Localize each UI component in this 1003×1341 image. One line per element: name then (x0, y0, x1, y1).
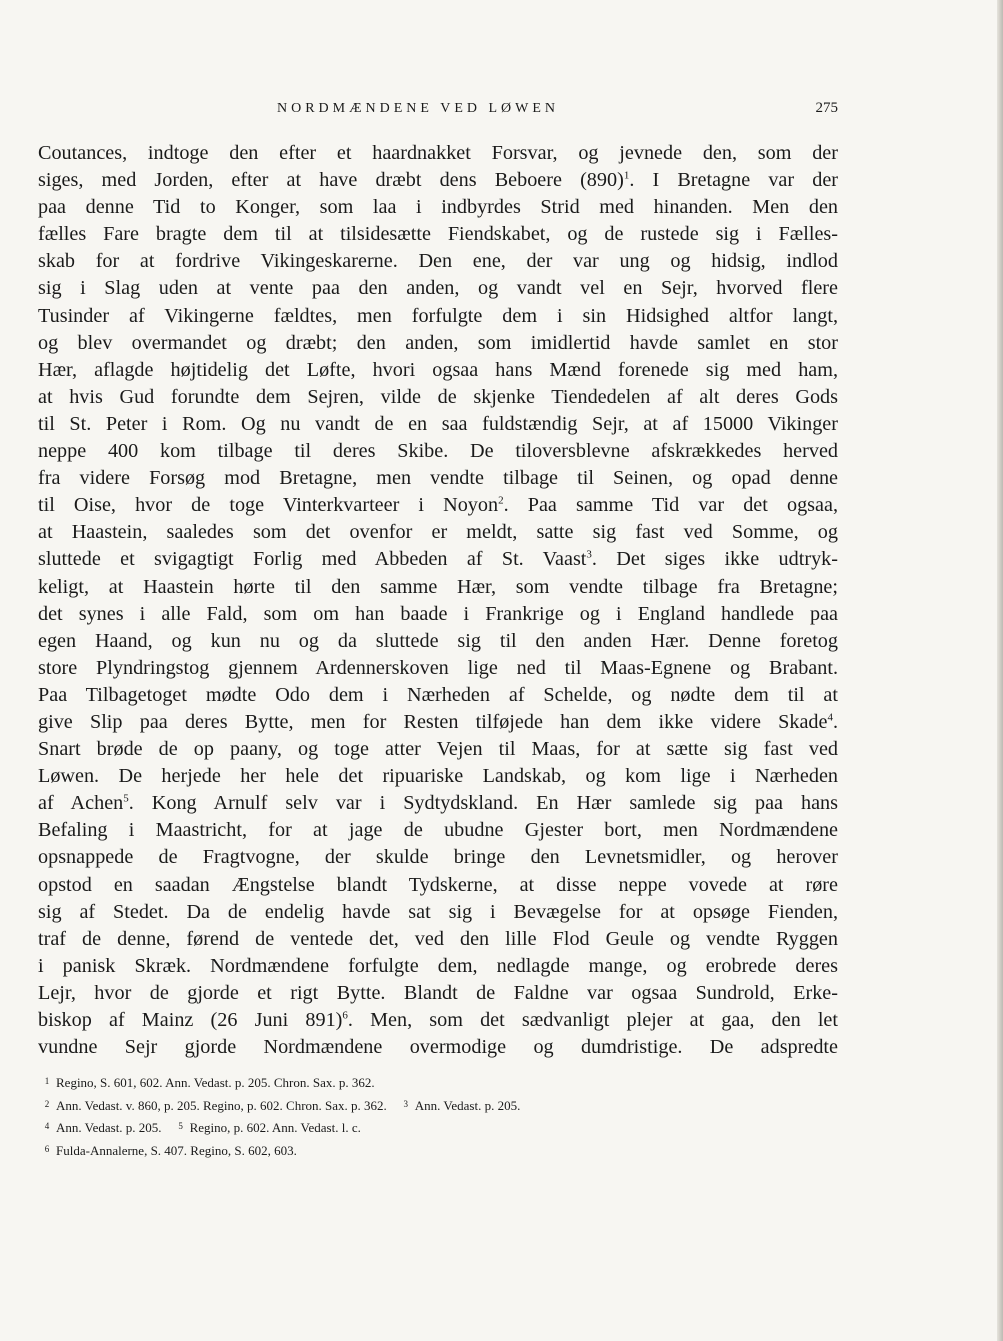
text-line: biskop af Mainz (26 Juni 891)$^6$. Men, som det sædvanligt plejer at gaa, den let (38, 1009, 838, 1031)
text-line: til St. Peter i Rom. Og nu vandt de en saa fuldstændig Sejr, at af 15000 Vikinger (38, 412, 838, 435)
footnote-mark: 6 (44, 1143, 50, 1154)
page-number: 275 (815, 100, 838, 116)
footnote-line (38, 1139, 838, 1162)
text-line: sig af Stedet. Da de endelig havde sat sig i Bevægelse for at opsøge Fienden, (38, 900, 838, 923)
text-line: at hvis Gud forundte dem Sejren, vilde de skjenke Tiendedelen af alt deres Gods (38, 385, 838, 408)
footnote-line (38, 1071, 838, 1094)
footnote-reference: 1 (623, 169, 630, 182)
text-line: sig i Slag uden at vente paa den anden, og vandt vel en Sejr, hvorved flere (38, 277, 838, 300)
text-line: paa denne Tid to Konger, som laa i indbyrdes Strid med hinanden. Men den (38, 196, 838, 219)
text-line: neppe 400 kom tilbage til deres Skibe. De tiloversblevne afskrækkedes herved (38, 440, 838, 463)
footnote-mark: 2 (44, 1098, 50, 1109)
text-line: og blev overmandet og dræbt; den anden, som imidlertid havde samlet en stor (38, 331, 838, 354)
footnote-text: Ann. Vedast. p. 205. (414, 1097, 521, 1113)
footnote-mark: 4 (44, 1121, 50, 1132)
footnote-mark: 3 (403, 1098, 409, 1109)
footnote-text: Fulda-Annalerne, S. 407. Regino, S. 602, 603. (56, 1142, 297, 1158)
text-line: store Plyndringstog gjennem Ardennerskoven lige ned til Maas-Egnene og Brabant. (38, 656, 838, 679)
text-line: Hær, aflagde højtidelig det Løfte, hvori ogsaa hans Mænd forenede sig med ham, (38, 358, 838, 381)
footnote-mark: 1 (44, 1076, 50, 1087)
text-line: til Oise, hvor de toge Vinterkvarteer i Noyon$^2$. Paa samme Tid var det ogsaa, (38, 494, 838, 517)
text-line: opsnappede de Fragtvogne, der skulde bringe den Levnetsmidler, og herover (38, 846, 838, 869)
text-line: opstod en saadan Ængstelse blandt Tydskerne, at disse neppe vovede at røre (38, 873, 838, 896)
text-line: i panisk Skræk. Nordmændene forfulgte dem, nedlagde mange, og erobrede deres (38, 954, 838, 977)
text-line: traf de denne, førend de ventede det, ved den lille Flod Geule og vendte Ryggen (38, 927, 838, 950)
footnote-reference: 3 (586, 548, 592, 561)
text-line: Coutances, indtoge den efter et haardnakket Forsvar, og jevnede den, som der (38, 142, 838, 164)
text-line: give Slip paa deres Bytte, men for Resten tilføjede han dem ikke videre Skade$^4$. (38, 710, 838, 733)
footnote-reference: 5 (123, 792, 129, 805)
text-line: fra videre Forsøg mod Bretagne, men vendte tilbage til Seinen, og opad denne (38, 467, 838, 490)
footnotes (38, 1071, 838, 1161)
text-line: Tusinder af Vikingerne fældtes, men forfulgte dem i sin Hidsighed altfor langt, (38, 304, 838, 327)
text-line: egen Haand, og kun nu og da sluttede sig til den anden Hær. Denne foretog (38, 629, 838, 652)
text-line: af Achen$^5$. Kong Arnulf selv var i Sydtydskland. En Hær samlede sig paa hans (38, 792, 838, 815)
text-line: Lejr, hvor de gjorde et rigt Bytte. Blandt de Faldne var ogsaa Sundrold, Erke- (38, 981, 838, 1004)
footnote-reference: 4 (827, 711, 833, 724)
text-line: keligt, at Haastein hørte til den samme Hær, som vendte tilbage fra Bretagne; (38, 575, 838, 598)
body-text (38, 140, 838, 1061)
scan-edge (997, 0, 1003, 1341)
text-line: fælles Fare bragte dem til at tilsidesætte Fiendskabet, og de rustede sig i Fælles- (38, 223, 838, 246)
footnote-text: Ann. Vedast. p. 205. (56, 1120, 162, 1136)
footnote-mark: 5 (178, 1121, 183, 1132)
text-line: at Haastein, saaledes som det ovenfor er meldt, satte sig fast ved Somme, og (38, 521, 838, 544)
text-line: Løwen. De herjede her hele det ripuariske Landskab, og kom lige i Nærheden (38, 765, 838, 788)
text-line: Befaling i Maastricht, for at jage de ubudne Gjester bort, men Nordmændene (38, 819, 838, 842)
text-line: det synes i alle Fald, som om han baade i Frankrige og i England handlede paa (38, 602, 838, 625)
running-head (38, 98, 838, 126)
text-line: skab for at fordrive Vikingeskarerne. Den ene, der var ung og hidsig, indlod (38, 250, 838, 273)
footnote-line (38, 1116, 838, 1139)
text-line: vundne Sejr gjorde Nordmændene overmodige og dumdristige. De adspredte (38, 1036, 838, 1059)
text-line: sluttede et svigagtigt Forlig med Abbeden af St. Vaast$^3$. Det siges ikke udtryk- (38, 548, 838, 571)
running-title: NORDMÆNDENE VED LØWEN (276, 101, 560, 116)
footnote-line (38, 1094, 838, 1117)
text-line: siges, med Jorden, efter at have dræbt dens Beboere (890)$^1$. I Bretagne var der (38, 169, 838, 192)
book-page (38, 98, 838, 1161)
footnote-reference: 6 (342, 1009, 348, 1022)
footnote-reference: 2 (498, 494, 504, 507)
footnote-text: Ann. Vedast. v. 860, p. 205. Regino, p. 602. Chron. Sax. p. 362. (56, 1097, 387, 1113)
text-line: Paa Tilbagetoget mødte Odo dem i Nærheden af Schelde, og nødte dem til at (38, 683, 838, 706)
text-line: Snart brøde de op paany, og toge atter Vejen til Maas, for at sætte sig fast ved (38, 738, 838, 761)
footnote-text: Regino, S. 601, 602. Ann. Vedast. p. 205. Chron. Sax. p. 362. (56, 1075, 375, 1091)
footnote-text: Regino, p. 602. Ann. Vedast. l. c. (189, 1120, 361, 1136)
